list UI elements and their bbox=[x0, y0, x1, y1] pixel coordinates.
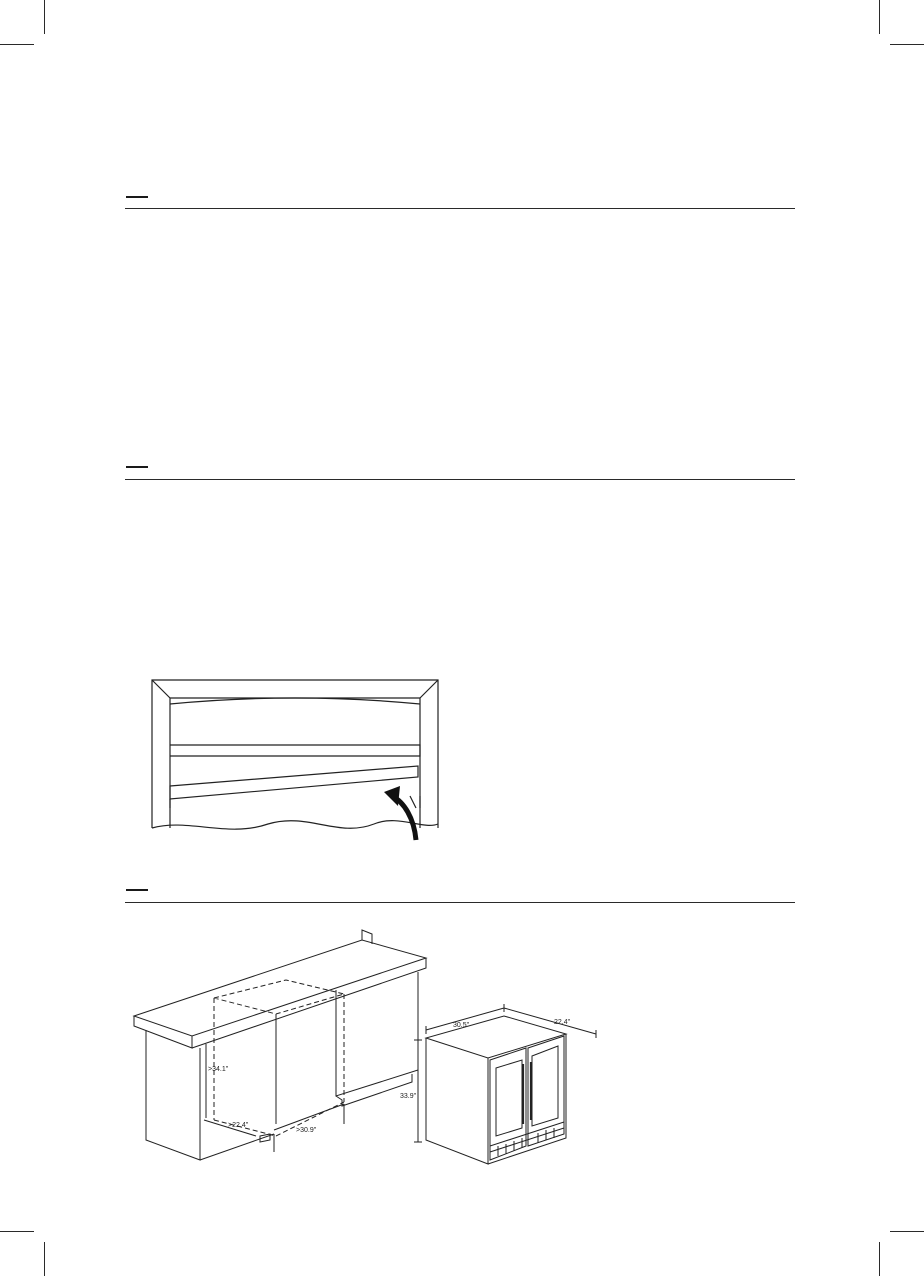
section-heading-mark bbox=[126, 466, 148, 468]
unit-height-label: 33.9" bbox=[400, 1093, 417, 1100]
crop-mark-top-left-v bbox=[44, 0, 45, 34]
crop-mark-bottom-left-h bbox=[0, 1231, 34, 1232]
crop-mark-top-left-h bbox=[0, 44, 34, 45]
crop-mark-bottom-left-v bbox=[44, 1242, 45, 1276]
section-divider bbox=[125, 208, 795, 209]
cabinet-height-label: >34.1" bbox=[208, 1066, 229, 1073]
wine-cooler-unit bbox=[426, 1016, 566, 1164]
unit-depth-label: 22.4" bbox=[554, 1019, 571, 1026]
section-divider bbox=[125, 479, 795, 480]
crop-mark-bottom-right-v bbox=[879, 1242, 880, 1276]
shelf-installation-figure bbox=[148, 678, 442, 848]
crop-mark-top-right-v bbox=[879, 0, 880, 34]
built-in-installation-figure bbox=[126, 924, 606, 1168]
cabinet-depth-label: >22.4" bbox=[228, 1122, 249, 1129]
unit-width-label: 30.5" bbox=[453, 1022, 470, 1029]
section-heading-mark bbox=[126, 889, 148, 891]
cabinet-width-label: >30.9" bbox=[296, 1127, 317, 1134]
curved-arrow-icon bbox=[384, 786, 416, 840]
crop-mark-top-right-h bbox=[890, 44, 924, 45]
section-divider bbox=[125, 902, 795, 903]
crop-mark-bottom-right-h bbox=[890, 1231, 924, 1232]
section-heading-mark bbox=[126, 196, 148, 198]
